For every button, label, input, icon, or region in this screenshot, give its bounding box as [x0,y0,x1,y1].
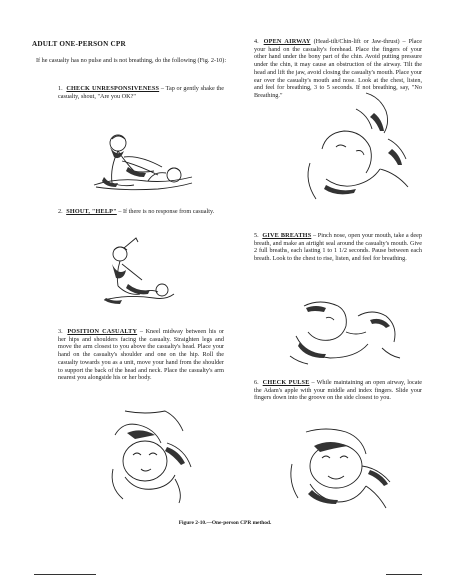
step-body: – Tap or gently shake the casualty, shout, "Are you OK?" [58,85,224,100]
step-body: – If there is no response from casualty. [116,208,215,215]
step-title: OPEN AIRWAY [263,38,311,45]
step-body: – Kneel midway between his or her hips and shoulders facing the casualty. Straighten legs and move the arm closest to you above the casualty's head. Place your hand on the casualty's shoulder and one on the hip. Roll the casualty towards you as a unit, move your hand from the shoulder to support the back of the head and neck. Place the casualty's arm nearest you alongside his or her body. [58,328,224,382]
step-check-pulse [254,379,422,402]
step-shout-help [58,208,224,216]
step-number: 5. [254,232,259,239]
step-number: 2. [58,208,63,215]
footer-rule-left [34,574,96,575]
figure-caption: Figure 2-10.—One-person CPR method. [178,520,272,526]
step-title: CHECK UNRESPONSIVENESS [66,85,160,92]
step-title: SHOUT, "HELP" [66,208,117,215]
step-title: GIVE BREATHS [262,232,312,239]
step-number: 4. [254,38,259,45]
rescuer-supporting-head-illustration [105,405,195,505]
step-position-casualty [58,328,224,382]
head-tilt-chin-lift-illustration [296,89,416,209]
step-number: 3. [58,328,63,335]
rescuer-shaking-casualty-illustration [88,127,198,197]
intro-paragraph: If he casualty has no pulse and is not breathing, do the following (Fig. 2-10): [36,57,227,64]
carotid-pulse-check-illustration [286,424,396,512]
step-title: POSITION CASUALTY [67,328,138,335]
step-title: CHECK PULSE [262,379,310,386]
step-check-unresponsiveness [58,85,224,100]
step-body: – While maintaining an open airway, locate the Adam's apple with your middle and index fingers. Slide your fingers down into the groove on the side closest to you. [254,379,422,402]
step-number: 6. [254,379,259,386]
rescuer-shouting-help-illustration [98,236,178,308]
step-number: 1. [58,85,63,92]
section-heading: ADULT ONE-PERSON CPR [32,40,126,48]
step-body: (Head-tilt/Chin-lift or Jaw-thrust) – Place your hand on the casualty's forehead. Place the fingers of your other hand under the bony part of the chin. Avoid putting pressure under the chin, it may cause an obstruction of the airway. Tilt the head and lift the jaw, avoid closing the casualty's mouth. Place your ear over the casualty's mouth and nose. Look at the chest, listen, and feel for breathing, 3 to 5 seconds. If not breathing, say, "No Breathing." [254,38,423,99]
mouth-to-mouth-breathing-illustration [286,296,406,368]
step-body: – Pinch nose, open your mouth, take a deep breath, and make an airtight seal around the casualty's mouth. Give 2 full breaths, each lasting 1 to 1 1/2 seconds. Pause between each breath. Look to the chest to rise, listen, and feel for breathing. [254,232,423,263]
step-give-breaths [254,232,422,263]
footer-rule-right [386,574,422,575]
